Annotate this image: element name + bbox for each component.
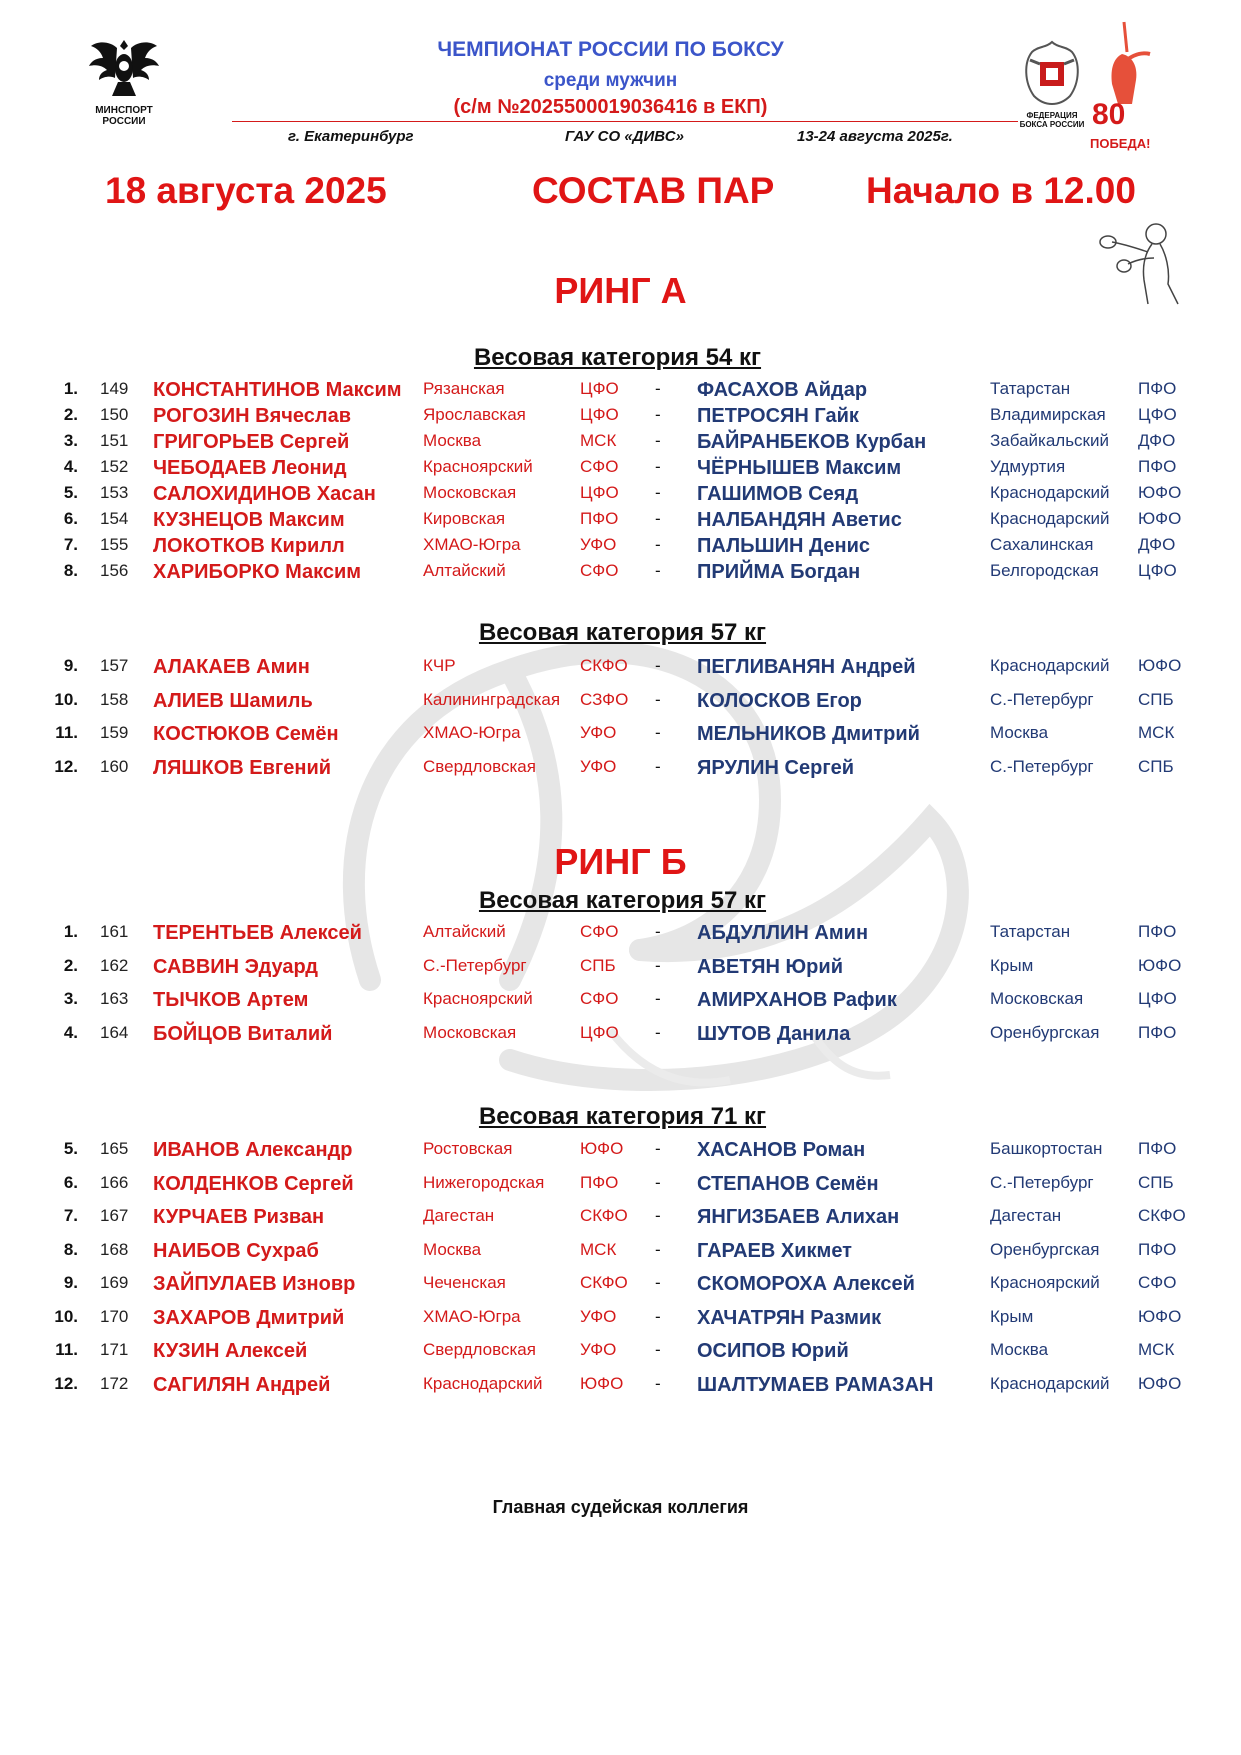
blue-corner-name: ГАРАЕВ Хикмет xyxy=(697,1239,852,1262)
blue-corner-district: СКФО xyxy=(1138,1206,1186,1225)
red-corner-name: САЛОХИДИНОВ Хасан xyxy=(153,483,376,505)
red-corner-region: Калининградская xyxy=(423,689,561,709)
federation-label-2: БОКСА РОССИИ xyxy=(1019,120,1085,129)
bout-row xyxy=(0,723,1241,747)
pairs-title: СОСТАВ ПАР xyxy=(532,170,775,211)
bout-number: 11. xyxy=(55,1340,78,1359)
bout-id: 163 xyxy=(100,989,129,1008)
blue-corner-district: СПБ xyxy=(1138,756,1174,776)
bout-number: 11. xyxy=(55,723,78,742)
versus-dash: - xyxy=(655,922,661,941)
blue-corner-district: ЮФО xyxy=(1138,509,1182,528)
blue-corner-district: ПФО xyxy=(1138,379,1177,398)
ring-a-category-1: Весовая категория 54 кг xyxy=(473,344,762,371)
red-corner-name: КУЗИН Алексей xyxy=(153,1340,308,1362)
red-corner-district: СФО xyxy=(580,989,619,1008)
blue-corner-district: ЦФО xyxy=(1138,405,1177,424)
red-corner-name: АЛИЕВ Шамиль xyxy=(153,689,313,712)
red-corner-region: Краснодарский xyxy=(423,1373,543,1393)
blue-corner-name: МЕЛЬНИКОВ Дмитрий xyxy=(697,723,920,745)
blue-corner-name: ШУТОВ Данила xyxy=(697,1022,851,1045)
registry-number: (с/м №2025500019036416 в ЕКП) xyxy=(453,96,768,118)
red-corner-region: КЧР xyxy=(423,656,456,675)
red-corner-name: ЛЯШКОВ Евгений xyxy=(153,756,332,779)
bout-row xyxy=(0,922,1241,946)
red-corner-name: САГИЛЯН Андрей xyxy=(153,1373,331,1396)
red-corner-name: ЛОКОТКОВ Кирилл xyxy=(153,535,345,557)
bout-id: 153 xyxy=(100,483,129,502)
bout-id: 162 xyxy=(100,955,129,975)
red-corner-name: ИВАНОВ Александр xyxy=(153,1139,353,1161)
red-corner-region: Алтайский xyxy=(423,922,506,941)
blue-corner-district: ДФО xyxy=(1138,431,1176,450)
chief-judges-label: Главная судейская коллегия xyxy=(492,1497,749,1517)
blue-corner-region: Краснодарский xyxy=(990,483,1110,502)
bout-number: 4. xyxy=(63,1022,78,1042)
red-corner-district: ПФО xyxy=(580,509,619,528)
bout-id: 161 xyxy=(100,922,129,941)
blue-corner-region: Башкортостан xyxy=(990,1139,1103,1158)
bout-row xyxy=(0,1273,1241,1297)
red-corner-district: ЦФО xyxy=(580,483,619,502)
red-corner-name: ЧЕБОДАЕВ Леонид xyxy=(153,457,347,479)
bout-row xyxy=(0,989,1241,1013)
victory-number: 80 xyxy=(1092,98,1126,131)
bout-row xyxy=(0,535,1241,559)
blue-corner-region: Оренбургская xyxy=(990,1239,1100,1259)
versus-dash: - xyxy=(655,1373,661,1393)
blue-corner-region: Московская xyxy=(990,989,1084,1008)
blue-corner-district: ПФО xyxy=(1138,457,1177,476)
versus-dash: - xyxy=(655,1340,661,1359)
red-corner-region: Свердловская xyxy=(423,756,536,776)
blue-corner-name: ГАШИМОВ Сеяд xyxy=(697,483,859,505)
blue-corner-region: С.-Петербург xyxy=(990,756,1094,776)
blue-corner-name: ПАЛЬШИН Денис xyxy=(697,535,871,557)
red-corner-district: УФО xyxy=(580,723,617,742)
bout-number: 6. xyxy=(63,1172,78,1192)
red-corner-region: Дагестан xyxy=(423,1206,495,1225)
bout-id: 157 xyxy=(100,656,129,675)
bout-id: 168 xyxy=(100,1239,129,1259)
versus-dash: - xyxy=(655,656,661,675)
red-corner-region: Москва xyxy=(423,431,482,450)
ring-a-category-2: Весовая категория 57 кг xyxy=(478,619,767,646)
bout-id: 149 xyxy=(100,379,129,398)
red-corner-district: УФО xyxy=(580,756,617,776)
blue-corner-district: ЮФО xyxy=(1138,483,1182,502)
red-corner-district: СЗФО xyxy=(580,689,629,709)
bout-id: 159 xyxy=(100,723,129,742)
red-corner-region: Ярославская xyxy=(423,405,526,424)
blue-corner-region: Татарстан xyxy=(990,379,1071,398)
bout-row xyxy=(0,405,1241,429)
versus-dash: - xyxy=(655,1239,661,1259)
red-corner-name: КУРЧАЕВ Ризван xyxy=(153,1206,325,1228)
bout-id: 156 xyxy=(100,561,129,580)
red-corner-region: Красноярский xyxy=(423,457,533,476)
bout-number: 10. xyxy=(54,1306,78,1326)
red-corner-name: ГРИГОРЬЕВ Сергей xyxy=(153,431,350,453)
blue-corner-district: ЮФО xyxy=(1138,1306,1182,1326)
versus-dash: - xyxy=(655,1172,661,1192)
bout-id: 170 xyxy=(100,1306,129,1326)
bout-id: 167 xyxy=(100,1206,129,1225)
bout-id: 164 xyxy=(100,1022,129,1042)
blue-corner-name: ФАСАХОВ Айдар xyxy=(697,379,868,401)
red-corner-district: ПФО xyxy=(580,1172,619,1192)
ring-a-title: РИНГ А xyxy=(554,270,687,311)
city-label: г. Екатеринбург xyxy=(288,128,414,145)
blue-corner-name: ХАЧАТРЯН Размик xyxy=(697,1306,882,1329)
blue-corner-region: Владимирская xyxy=(990,405,1106,424)
motherland-statue-icon xyxy=(1090,18,1160,108)
blue-corner-region: Забайкальский xyxy=(990,431,1109,450)
blue-corner-district: ДФО xyxy=(1138,535,1176,554)
bout-number: 6. xyxy=(63,509,78,528)
bout-id: 154 xyxy=(100,509,129,528)
blue-corner-district: МСК xyxy=(1138,723,1175,742)
bout-row xyxy=(0,483,1241,507)
red-corner-district: СФО xyxy=(580,922,619,941)
blue-corner-region: Красноярский xyxy=(990,1273,1100,1292)
bout-number: 7. xyxy=(63,1206,78,1225)
ring-b-title: РИНГ Б xyxy=(554,841,687,882)
red-corner-region: Рязанская xyxy=(423,379,505,398)
versus-dash: - xyxy=(655,756,661,776)
bout-row xyxy=(0,1340,1241,1364)
blue-corner-district: СПБ xyxy=(1138,689,1174,709)
blue-corner-region: Крым xyxy=(990,1306,1034,1326)
blue-corner-region: Москва xyxy=(990,723,1049,742)
bout-row xyxy=(0,561,1241,585)
red-corner-district: СФО xyxy=(580,561,619,580)
red-corner-region: Московская xyxy=(423,1022,517,1042)
bout-id: 155 xyxy=(100,535,129,554)
blue-corner-region: Сахалинская xyxy=(990,535,1094,554)
blue-corner-district: МСК xyxy=(1138,1340,1175,1359)
red-corner-district: ЦФО xyxy=(580,1022,619,1042)
blue-corner-name: НАЛБАНДЯН Аветис xyxy=(697,509,902,531)
red-corner-region: Красноярский xyxy=(423,989,533,1008)
red-corner-region: Москва xyxy=(423,1239,482,1259)
red-corner-name: КОСТЮКОВ Семён xyxy=(153,723,339,745)
bout-row xyxy=(0,1173,1241,1197)
red-corner-name: ТЫЧКОВ Артем xyxy=(153,989,309,1011)
blue-corner-region: Крым xyxy=(990,955,1034,975)
bout-id: 171 xyxy=(100,1340,129,1359)
bout-number: 1. xyxy=(63,379,78,398)
blue-corner-name: ЧЁРНЫШЕВ Максим xyxy=(697,457,902,479)
bout-number: 7. xyxy=(63,535,78,554)
red-corner-district: УФО xyxy=(580,1306,617,1326)
bout-id: 151 xyxy=(100,431,129,450)
bout-row xyxy=(0,656,1241,680)
bout-number: 5. xyxy=(63,1139,78,1158)
blue-corner-region: Краснодарский xyxy=(990,656,1110,675)
versus-dash: - xyxy=(655,1139,661,1158)
bout-number: 3. xyxy=(63,431,78,450)
red-corner-name: ХАРИБОРКО Максим xyxy=(153,561,362,583)
red-corner-name: ТЕРЕНТЬЕВ Алексей xyxy=(153,922,362,944)
blue-corner-name: СКОМОРОХА Алексей xyxy=(697,1273,915,1295)
versus-dash: - xyxy=(655,989,661,1008)
minsport-label-1: МИНСПОРТ xyxy=(95,105,153,116)
blue-corner-district: ПФО xyxy=(1138,1239,1177,1259)
venue-label: ГАУ СО «ДИВС» xyxy=(565,128,684,145)
bout-number: 9. xyxy=(63,1273,78,1292)
blue-corner-name: ПРИЙМА Богдан xyxy=(697,561,861,583)
blue-corner-district: ЦФО xyxy=(1138,989,1177,1008)
versus-dash: - xyxy=(655,535,661,554)
red-corner-name: ЗАХАРОВ Дмитрий xyxy=(153,1306,345,1329)
red-corner-region: Московская xyxy=(423,483,517,502)
bout-number: 3. xyxy=(63,989,78,1008)
bout-number: 12. xyxy=(54,1373,78,1393)
versus-dash: - xyxy=(655,405,661,424)
bout-id: 165 xyxy=(100,1139,129,1158)
blue-corner-name: ПЕГЛИВАНЯН Андрей xyxy=(697,656,916,678)
red-corner-region: Свердловская xyxy=(423,1340,536,1359)
red-corner-region: Кировская xyxy=(423,509,506,528)
red-corner-name: РОГОЗИН Вячеслав xyxy=(153,405,351,427)
versus-dash: - xyxy=(655,561,661,580)
bout-id: 169 xyxy=(100,1273,129,1292)
blue-corner-region: Краснодарский xyxy=(990,509,1110,528)
bout-row xyxy=(0,379,1241,403)
red-corner-district: ЮФО xyxy=(580,1373,624,1393)
bout-id: 152 xyxy=(100,457,129,476)
bout-row xyxy=(0,1139,1241,1163)
versus-dash: - xyxy=(655,689,661,709)
federation-label-1: ФЕДЕРАЦИЯ xyxy=(1026,111,1078,120)
blue-corner-region: С.-Петербург xyxy=(990,1172,1094,1192)
header-divider xyxy=(232,121,1018,122)
red-corner-district: ЦФО xyxy=(580,379,619,398)
blue-corner-district: ЮФО xyxy=(1138,955,1182,975)
bout-id: 160 xyxy=(100,756,129,776)
blue-corner-name: ХАСАНОВ Роман xyxy=(697,1139,866,1161)
blue-corner-name: АВЕТЯН Юрий xyxy=(697,955,843,978)
red-corner-district: СПБ xyxy=(580,955,616,975)
blue-corner-name: ЯРУЛИН Сергей xyxy=(697,756,855,779)
blue-corner-name: КОЛОСКОВ Егор xyxy=(697,689,862,712)
bout-row xyxy=(0,431,1241,455)
bout-number: 5. xyxy=(63,483,78,502)
red-corner-district: СФО xyxy=(580,457,619,476)
versus-dash: - xyxy=(655,457,661,476)
blue-corner-name: ЯНГИЗБАЕВ Алихан xyxy=(697,1206,900,1228)
bout-row xyxy=(0,1023,1241,1047)
blue-corner-name: БАЙРАНБЕКОВ Курбан xyxy=(697,431,927,453)
red-corner-region: Алтайский xyxy=(423,561,506,580)
bout-number: 4. xyxy=(63,457,78,476)
red-corner-name: САВВИН Эдуард xyxy=(153,955,318,978)
bout-number: 1. xyxy=(63,922,78,941)
bout-row xyxy=(0,690,1241,714)
versus-dash: - xyxy=(655,431,661,450)
blue-corner-district: СФО xyxy=(1138,1273,1177,1292)
blue-corner-district: СПБ xyxy=(1138,1172,1174,1192)
blue-corner-region: Москва xyxy=(990,1340,1049,1359)
blue-corner-region: Удмуртия xyxy=(990,457,1066,476)
bout-number: 2. xyxy=(63,955,78,975)
versus-dash: - xyxy=(655,1206,661,1225)
blue-corner-name: ПЕТРОСЯН Гайк xyxy=(697,405,859,427)
bout-id: 172 xyxy=(100,1373,129,1393)
blue-corner-name: АБДУЛЛИН Амин xyxy=(697,922,869,944)
championship-subtitle: среди мужчин xyxy=(543,70,678,91)
red-corner-name: КОЛДЕНКОВ Сергей xyxy=(153,1172,354,1195)
red-corner-region: ХМАО-Югра xyxy=(423,535,521,554)
red-corner-region: Чеченская xyxy=(423,1273,506,1292)
bout-row xyxy=(0,757,1241,781)
blue-corner-region: С.-Петербург xyxy=(990,689,1094,709)
blue-corner-district: ЮФО xyxy=(1138,656,1182,675)
bout-row xyxy=(0,1206,1241,1230)
blue-corner-district: ПФО xyxy=(1138,1139,1177,1158)
versus-dash: - xyxy=(655,1022,661,1042)
blue-corner-district: ПФО xyxy=(1138,1022,1177,1042)
victory-word: ПОБЕДА! xyxy=(1090,136,1151,151)
versus-dash: - xyxy=(655,483,661,502)
blue-corner-district: ЦФО xyxy=(1138,561,1177,580)
red-corner-name: НАИБОВ Сухраб xyxy=(153,1239,319,1262)
event-date: 18 августа 2025 xyxy=(105,170,387,211)
red-corner-region: Ростовская xyxy=(423,1139,513,1158)
versus-dash: - xyxy=(655,955,661,975)
bout-number: 9. xyxy=(63,656,78,675)
red-corner-district: СКФО xyxy=(580,1206,628,1225)
bout-number: 12. xyxy=(54,756,78,776)
blue-corner-region: Татарстан xyxy=(990,922,1071,941)
bout-number: 2. xyxy=(63,405,78,424)
red-corner-name: ЗАЙПУЛАЕВ Изновр xyxy=(153,1273,356,1295)
minsport-label-2: РОССИИ xyxy=(102,116,146,127)
red-corner-name: АЛАКАЕВ Амин xyxy=(153,656,310,678)
bout-row xyxy=(0,956,1241,980)
blue-corner-region: Оренбургская xyxy=(990,1022,1100,1042)
blue-corner-region: Дагестан xyxy=(990,1206,1062,1225)
red-corner-region: Нижегородская xyxy=(423,1172,545,1192)
red-corner-district: УФО xyxy=(580,1340,617,1359)
bout-row xyxy=(0,457,1241,481)
bout-row xyxy=(0,1374,1241,1398)
blue-corner-region: Белгородская xyxy=(990,561,1099,580)
start-time: Начало в 12.00 xyxy=(866,170,1136,211)
red-corner-district: СКФО xyxy=(580,656,628,675)
ring-b-category-2: Весовая категория 71 кг xyxy=(478,1103,767,1130)
versus-dash: - xyxy=(655,1273,661,1292)
bout-row xyxy=(0,1307,1241,1331)
dates-label: 13-24 августа 2025г. xyxy=(797,128,953,145)
blue-corner-district: ПФО xyxy=(1138,922,1177,941)
championship-title: ЧЕМПИОНАТ РОССИИ ПО БОКСУ xyxy=(437,38,784,61)
blue-corner-name: ШАЛТУМАЕВ РАМАЗАН xyxy=(697,1373,934,1396)
red-corner-district: УФО xyxy=(580,535,617,554)
blue-corner-district: ЮФО xyxy=(1138,1373,1182,1393)
bout-number: 10. xyxy=(54,689,78,709)
blue-corner-name: АМИРХАНОВ Рафик xyxy=(697,989,897,1011)
versus-dash: - xyxy=(655,509,661,528)
red-corner-district: СКФО xyxy=(580,1273,628,1292)
versus-dash: - xyxy=(655,379,661,398)
bout-number: 8. xyxy=(63,1239,78,1259)
versus-dash: - xyxy=(655,723,661,742)
red-corner-name: БОЙЦОВ Виталий xyxy=(153,1022,333,1045)
ring-b-category-1: Весовая категория 57 кг xyxy=(478,887,767,914)
bout-id: 166 xyxy=(100,1172,129,1192)
red-corner-district: ЦФО xyxy=(580,405,619,424)
red-corner-name: КУЗНЕЦОВ Максим xyxy=(153,509,345,531)
versus-dash: - xyxy=(655,1306,661,1326)
bout-id: 158 xyxy=(100,689,129,709)
bout-row xyxy=(0,509,1241,533)
red-corner-district: ЮФО xyxy=(580,1139,624,1158)
bout-row xyxy=(0,1240,1241,1264)
red-corner-district: МСК xyxy=(580,1239,617,1259)
red-corner-region: С.-Петербург xyxy=(423,955,527,975)
red-corner-district: МСК xyxy=(580,431,617,450)
bout-id: 150 xyxy=(100,405,129,424)
blue-corner-name: СТЕПАНОВ Семён xyxy=(697,1172,879,1195)
blue-corner-name: ОСИПОВ Юрий xyxy=(697,1340,849,1362)
red-corner-region: ХМАО-Югра xyxy=(423,723,521,742)
bout-number: 8. xyxy=(63,561,78,580)
red-corner-region: ХМАО-Югра xyxy=(423,1306,521,1326)
blue-corner-region: Краснодарский xyxy=(990,1373,1110,1393)
red-corner-name: КОНСТАНТИНОВ Максим xyxy=(153,379,402,401)
